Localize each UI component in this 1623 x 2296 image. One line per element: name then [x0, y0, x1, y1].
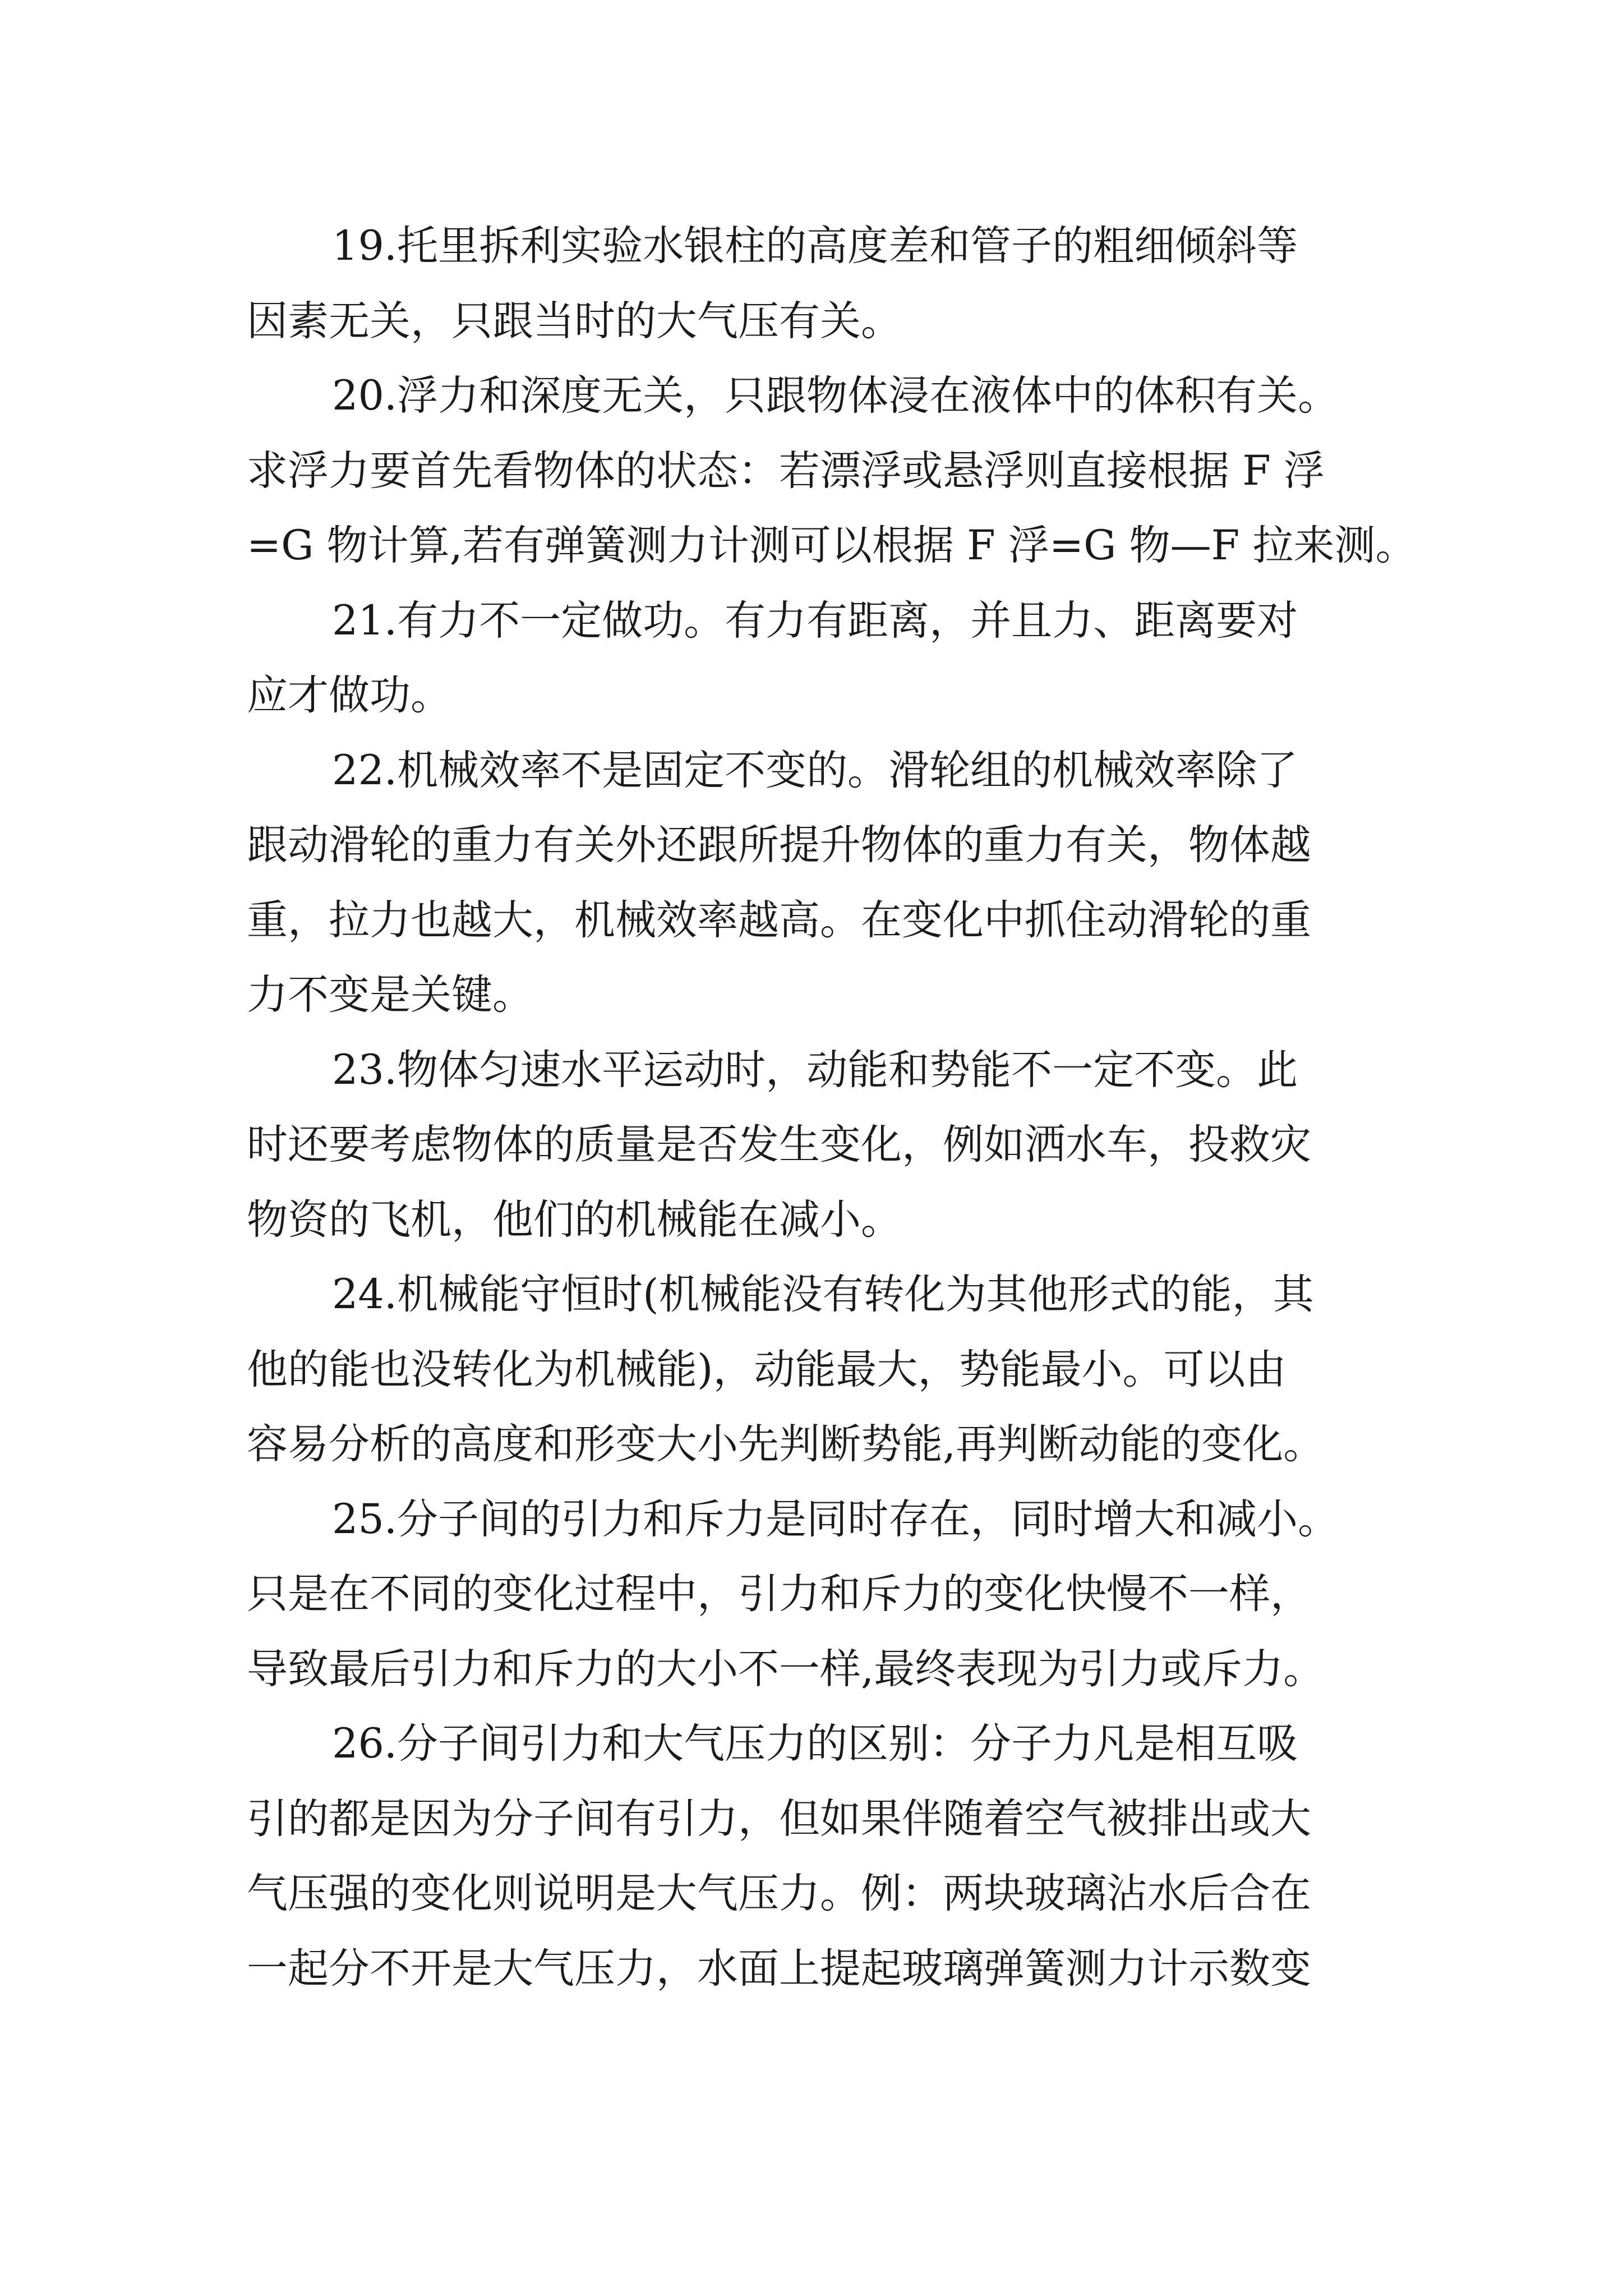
paragraph-line: =G 物计算,若有弹簧测力计测可以根据 F 浮=G 物—F 拉来测。: [247, 522, 1417, 569]
paragraph-line: 求浮力要首先看物体的状态：若漂浮或悬浮则直接根据 F 浮: [247, 447, 1325, 495]
paragraph-first-line: 19.托里拆利实验水银柱的高度差和管子的粗细倾斜等: [332, 222, 1298, 270]
paragraph-line: 一起分不开是大气压力，水面上提起玻璃弹簧测力计示数变: [247, 1944, 1311, 1993]
paragraph-line: 容易分析的高度和形变大小先判断势能,再判断动能的变化。: [247, 1420, 1325, 1468]
paragraph-first-line: 25.分子间的引力和斥力是同时存在，同时增大和减小。: [332, 1495, 1339, 1543]
paragraph-line: 导致最后引力和斥力的大小不一样,最终表现为引力或斥力。: [247, 1645, 1325, 1693]
paragraph-line: 重，拉力也越大，机械效率越高。在变化中抓住动滑轮的重: [247, 896, 1311, 944]
paragraph-line: 时还要考虑物体的质量是否发生变化，例如洒水车，投救灾: [247, 1121, 1311, 1168]
paragraph-first-line: 26.分子间引力和大气压力的区别：分子力凡是相互吸: [332, 1720, 1298, 1768]
paragraph-line: 他的能也没转化为机械能)，动能最大，势能最小。可以由: [247, 1345, 1287, 1393]
paragraph-line: 应才做功。: [247, 671, 451, 719]
paragraph-line: 因素无关，只跟当时的大气压有关。: [247, 297, 902, 345]
paragraph-line: 引的都是因为分子间有引力，但如果伴随着空气被排出或大: [247, 1795, 1311, 1843]
document-body: [247, 209, 1417, 2006]
paragraph-first-line: 22.机械效率不是固定不变的。滑轮组的机械效率除了: [332, 746, 1298, 794]
paragraph-first-line: 23.物体匀速水平运动时，动能和势能不一定不变。此: [332, 1046, 1298, 1094]
paragraph-line: 物资的飞机，他们的机械能在减小。: [247, 1195, 902, 1244]
paragraph-first-line: 21.有力不一定做功。有力有距离，并且力、距离要对: [332, 596, 1298, 645]
paragraph-first-line: 20.浮力和深度无关，只跟物体浸在液体中的体积有关。: [332, 372, 1339, 420]
paragraph-first-line: 24.机械能守恒时(机械能没有转化为其他形式的能，其: [332, 1271, 1314, 1318]
paragraph-line: 只是在不同的变化过程中，引力和斥力的变化快慢不一样，: [247, 1570, 1311, 1618]
paragraph-line: 气压强的变化则说明是大气压力。例：两块玻璃沾水后合在: [247, 1870, 1311, 1917]
paragraph-line: 跟动滑轮的重力有关外还跟所提升物体的重力有关，物体越: [247, 821, 1311, 869]
paragraph-line: 力不变是关键。: [247, 971, 533, 1019]
